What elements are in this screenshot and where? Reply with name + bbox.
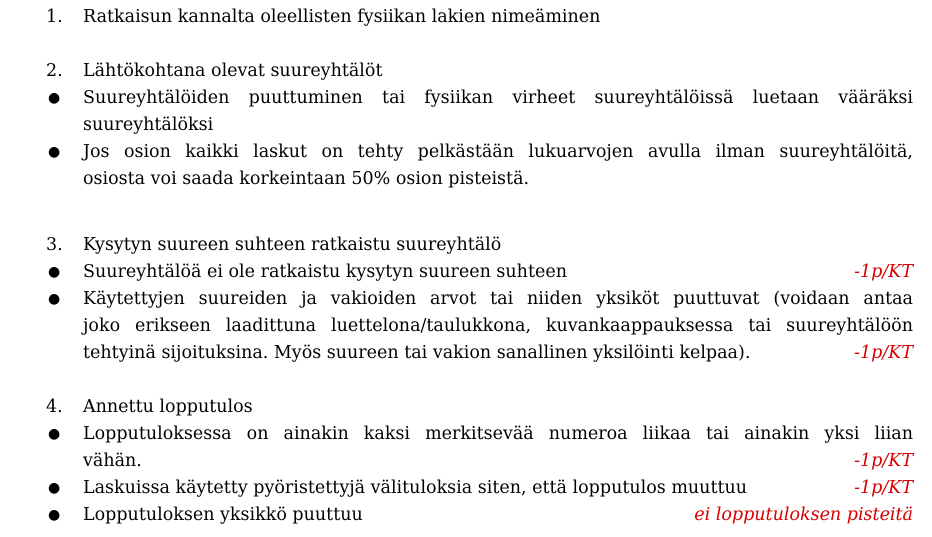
list-item bbox=[0, 85, 932, 112]
bullet-text: vähän. bbox=[83, 451, 142, 471]
list-item bbox=[0, 139, 932, 166]
section-4-heading-row bbox=[0, 394, 932, 421]
list-item-continuation bbox=[0, 166, 932, 193]
bullet-text: Laskuissa käytetty pyöristettyjä välituloksia siten, että lopputulos muuttuu bbox=[83, 478, 748, 498]
filled-circle-bullet-icon: ● bbox=[48, 264, 61, 280]
bullet-text: Suureyhtälöä ei ole ratkaistu kysytyn suureen suhteen bbox=[83, 262, 567, 282]
section-heading: Ratkaisun kannalta oleellisten fysiikan lakien nimeäminen bbox=[83, 7, 601, 27]
penalty-label: -1p/KT bbox=[854, 262, 913, 282]
bullet-text: tehtyinä sijoituksina. Myös suureen tai vakion sanallinen yksilöinti kelpaa). bbox=[83, 343, 751, 363]
penalty-label: -1p/KT bbox=[854, 451, 913, 471]
bullet-text: Lopputuloksen yksikkö puuttuu bbox=[83, 505, 363, 525]
list-item bbox=[0, 259, 932, 286]
bullet-text: Lopputuloksessa on ainakin kaksi merkitsevää numeroa liikaa tai ainakin yksi liian bbox=[83, 424, 913, 444]
grading-criteria-document bbox=[0, 4, 932, 529]
filled-circle-bullet-icon: ● bbox=[48, 144, 61, 160]
bullet-text: joko erikseen laadittuna luettelona/taulukkona, kuvankaappauksessa tai suureyhtälöön bbox=[83, 316, 913, 336]
bullet-text: Käytettyjen suureiden ja vakioiden arvot tai niiden yksiköt puuttuvat (voidaan antaa bbox=[83, 289, 913, 309]
section-number: 4. bbox=[46, 397, 63, 417]
list-item bbox=[0, 286, 932, 313]
section-2-heading-row bbox=[0, 58, 932, 85]
bullet-text: osiosta voi saada korkeintaan 50% osion pisteistä. bbox=[83, 169, 530, 189]
section-heading: Kysytyn suureen suhteen ratkaistu suureyhtälö bbox=[83, 235, 502, 255]
list-item bbox=[0, 475, 932, 502]
penalty-label: -1p/KT bbox=[854, 343, 913, 363]
filled-circle-bullet-icon: ● bbox=[48, 480, 61, 496]
filled-circle-bullet-icon: ● bbox=[48, 90, 61, 106]
section-number: 2. bbox=[46, 61, 63, 81]
section-number: 3. bbox=[46, 235, 63, 255]
list-item-continuation bbox=[0, 448, 932, 475]
list-item-continuation bbox=[0, 313, 932, 340]
list-item-continuation bbox=[0, 340, 932, 367]
bullet-text: suureyhtälöksi bbox=[83, 115, 214, 135]
section-1-heading-row bbox=[0, 4, 932, 31]
section-number: 1. bbox=[46, 7, 63, 27]
filled-circle-bullet-icon: ● bbox=[48, 426, 61, 442]
list-item bbox=[0, 502, 932, 529]
bullet-text: Suureyhtälöiden puuttuminen tai fysiikan virheet suureyhtälöissä luetaan vääräksi bbox=[83, 88, 913, 108]
list-item bbox=[0, 421, 932, 448]
penalty-label: -1p/KT bbox=[854, 478, 913, 498]
list-item-continuation bbox=[0, 112, 932, 139]
section-heading: Annettu lopputulos bbox=[83, 397, 253, 417]
filled-circle-bullet-icon: ● bbox=[48, 291, 61, 307]
section-3-heading-row bbox=[0, 232, 932, 259]
filled-circle-bullet-icon: ● bbox=[48, 507, 61, 523]
section-heading: Lähtökohtana olevat suureyhtälöt bbox=[83, 61, 383, 81]
penalty-label: ei lopputuloksen pisteitä bbox=[694, 505, 913, 525]
bullet-text: Jos osion kaikki laskut on tehty pelkästään lukuarvojen avulla ilman suureyhtälöitä, bbox=[83, 142, 913, 162]
